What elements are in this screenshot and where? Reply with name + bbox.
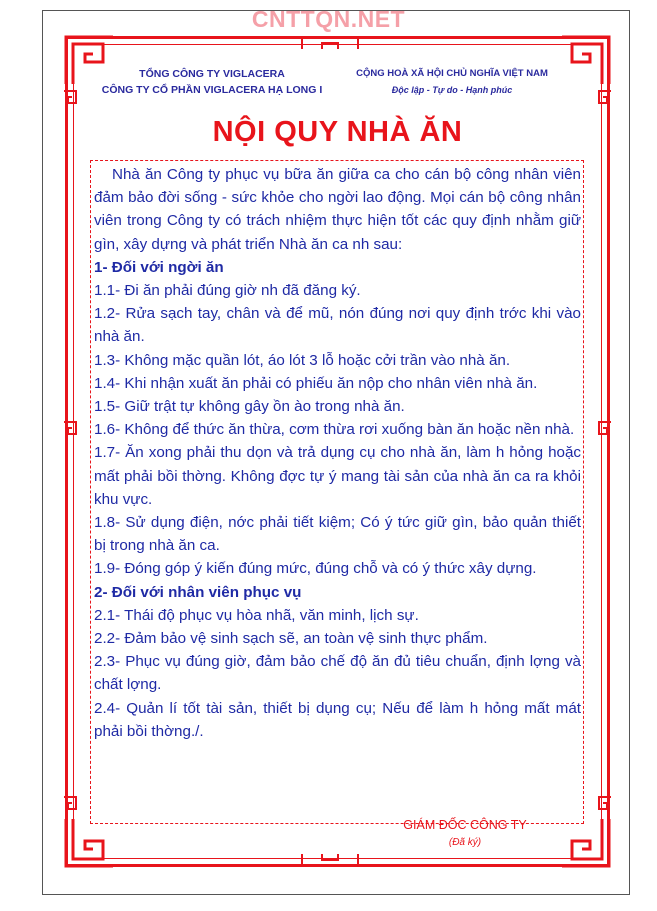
rule-item: 1.8- Sử dụng điện, nớc phải tiết kiệm; Có ý tức giữ gìn, bảo quản thiết bị trong nhà ăn ca. — [94, 514, 581, 555]
corner-ornament-bottom-left — [63, 817, 115, 869]
watermark: CNTTQN.NET — [251, 6, 406, 32]
rule-item: 1.2- Rửa sạch tay, chân và để mũ, nón đúng nơi quy định trớc khi vào nhà ăn. — [94, 305, 581, 346]
corner-ornament-bottom-right — [560, 817, 612, 869]
signatory-title: GIÁM ĐỐC CÔNG TY — [403, 818, 527, 832]
rule-item: 2.2- Đảm bảo vệ sinh sạch sẽ, an toàn vệ sinh thực phẩm. — [94, 630, 488, 648]
side-ornament — [595, 89, 613, 107]
side-ornament — [62, 795, 80, 813]
top-ornament — [300, 33, 360, 51]
rule-item: 1.3- Không mặc quần lót, áo lót 3 lỗ hoặc cởi trần vào nhà ăn. — [94, 351, 511, 369]
side-ornament — [595, 420, 613, 438]
section-1-heading: 1- Đối với ngời ăn — [94, 258, 224, 276]
rule-item: 1.1- Đi ăn phải đúng giờ nh đã đăng ký. — [94, 282, 361, 300]
header-left — [92, 66, 332, 98]
header-right — [352, 66, 552, 98]
side-ornament — [62, 420, 80, 438]
side-ornament — [595, 795, 613, 813]
rule-item: 2.3- Phục vụ đúng giờ, đảm bảo chế độ ăn đủ tiêu chuẩn, định lợng và chất lợng. — [94, 653, 581, 694]
national-title: CỘNG HOÀ XÃ HỘI CHỦ NGHĨA VIỆT NAM — [356, 68, 548, 79]
signed-note: (Đã ký) — [448, 837, 482, 848]
rule-item: 2.4- Quản lí tốt tài sản, thiết bị dụng cụ; Nếu để làm h hỏng mất mát phải bồi thờng./. — [94, 699, 581, 740]
signature-block — [385, 816, 545, 852]
rule-item: 1.9- Đóng góp ý kiến đúng mức, đúng chỗ và có ý thức xây dựng. — [94, 560, 537, 578]
rule-item: 1.4- Khi nhận xuất ăn phải có phiếu ăn nộp cho nhân viên nhà ăn. — [94, 374, 538, 392]
page-title: NỘI QUY NHÀ ĂN — [212, 116, 463, 148]
rule-item: 1.7- Ăn xong phải thu dọn và trả dụng cụ cho nhà ăn, làm h hỏng hoặc mất phải bồi thờng. Không đợc tự ý mang tài sản của nhà ăn ca ra khỏi khu vực. — [94, 444, 581, 508]
company-name: CÔNG TY CỔ PHẦN VIGLACERA HẠ LONG I — [101, 84, 323, 96]
rule-item: 2.1- Thái độ phục vụ hòa nhã, văn minh, lịch sự. — [94, 606, 419, 624]
corner-ornament-top-right — [560, 34, 612, 86]
intro-paragraph: Nhà ăn Công ty phục vụ bữa ăn giữa ca cho cán bộ công nhân viên đảm bảo đời sống - sức khỏe cho ngời lao động. Mọi cán bộ công nhân viên trong Công ty có trách nhiệm thực hiện tốt các quy định nhằm giữ gìn, xây dựng và phát triển Nhà ăn ca nh sau: — [94, 166, 581, 253]
bottom-ornament — [300, 852, 360, 870]
side-ornament — [62, 89, 80, 107]
rule-item: 1.5- Giữ trật tự không gây ồn ào trong nhà ăn. — [94, 398, 405, 416]
rules-body — [90, 160, 584, 824]
rule-item: 1.6- Không để thức ăn thừa, cơm thừa rơi xuống bàn ăn hoặc nền nhà. — [94, 421, 575, 439]
corporation-name: TỔNG CÔNG TY VIGLACERA — [139, 68, 285, 80]
national-motto: Độc lập - Tự do - Hạnh phúc — [391, 85, 513, 95]
section-2-heading: 2- Đối với nhân viên phục vụ — [94, 583, 302, 601]
